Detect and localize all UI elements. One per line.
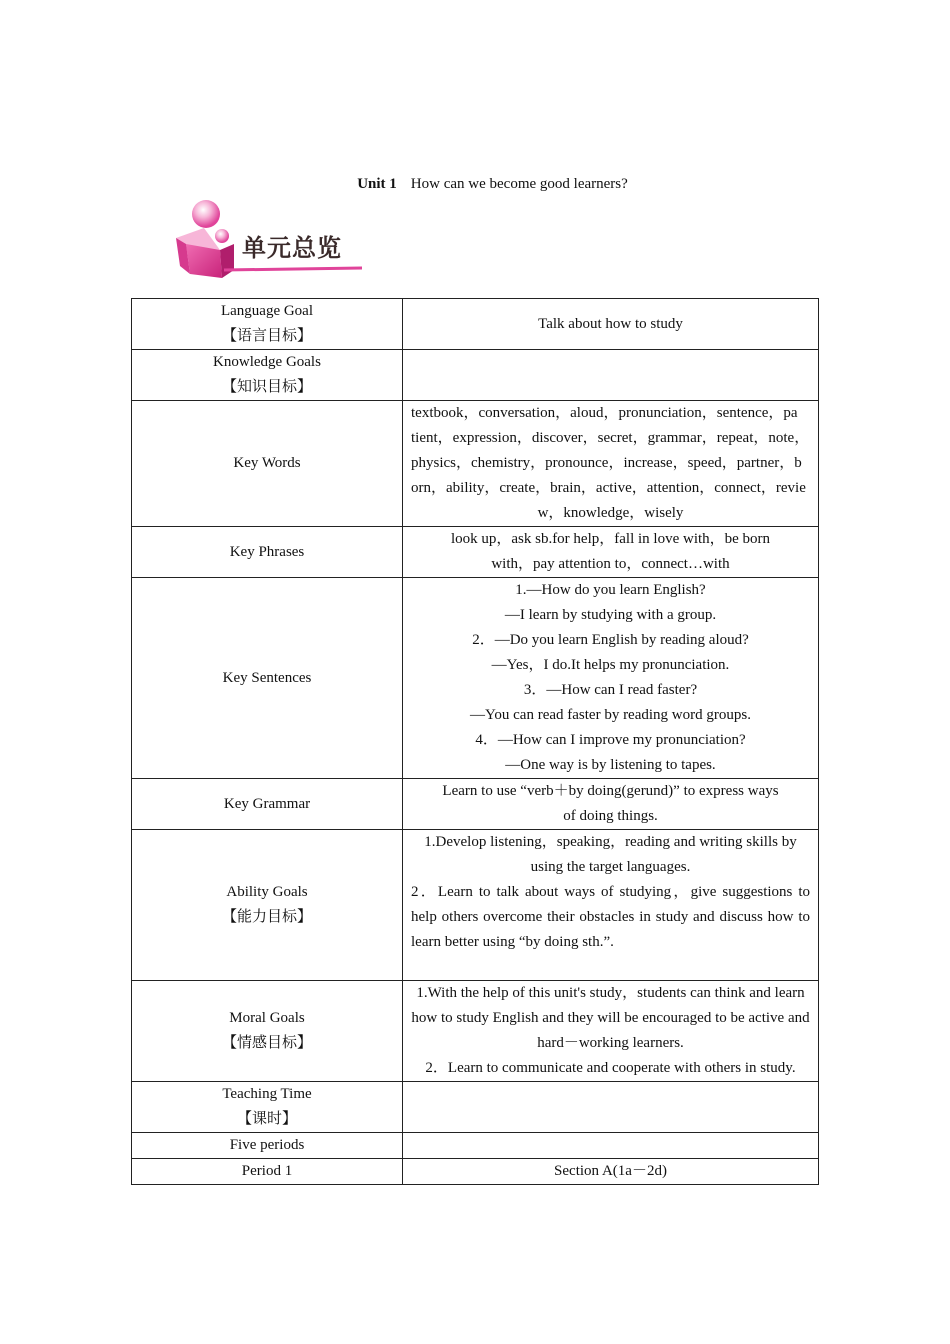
five-periods-value xyxy=(403,1133,819,1159)
label-cell xyxy=(132,350,403,401)
teaching-time-value xyxy=(403,1082,819,1133)
knowledge-goals-value xyxy=(403,350,819,401)
ability-goal-item: 2．Learn to talk about ways of studying，give suggestions to help others overcome their obstacles in study and discuss how to learn better using “by doing sth.”. xyxy=(411,884,810,950)
key-sentence-line: —One way is by listening to tapes. xyxy=(505,757,716,773)
period-1-value: Section A(1a－2d) xyxy=(403,1159,819,1185)
unit-title xyxy=(0,176,950,193)
key-grammar-line: of doing things. xyxy=(563,808,658,824)
key-grammar-value xyxy=(403,779,819,830)
table-row-moral-goals xyxy=(132,981,819,1082)
label-cell: Key Phrases xyxy=(132,527,403,578)
label-cn: 【课时】 xyxy=(236,1111,297,1127)
table-row-key-phrases xyxy=(132,527,819,578)
ability-goal-item: 1.Develop listening，speaking，reading and writing skills by using the target languages. xyxy=(424,834,797,875)
label-en: Ability Goals xyxy=(226,884,308,900)
table-row-knowledge-goals xyxy=(132,350,819,401)
table-row-key-grammar xyxy=(132,779,819,830)
key-phrases-line: look up，ask sb.for help，fall in love with，be born xyxy=(450,531,771,547)
banner-title: 单元总览 xyxy=(242,234,342,262)
key-words-line: tient，expression，discover，secret，grammar，repeat，note， xyxy=(411,430,810,446)
label-cell xyxy=(132,830,403,981)
unit-question: How can we become good learners? xyxy=(410,176,628,192)
label-cn: 【知识目标】 xyxy=(221,379,312,395)
table-row-ability-goals xyxy=(132,830,819,981)
unit-overview-table xyxy=(131,298,819,1185)
key-phrases-value xyxy=(403,527,819,578)
label-en: Teaching Time xyxy=(222,1086,312,1102)
key-phrases-line: with，pay attention to，connect…with xyxy=(491,556,730,572)
label-cn: 【情感目标】 xyxy=(221,1035,312,1051)
key-sentence-line: 1.—How do you learn English? xyxy=(515,582,706,598)
unit-number: Unit 1 xyxy=(357,176,397,192)
label-cell: Five periods xyxy=(132,1133,403,1159)
moral-goal-item: 1.With the help of this unit's study，students can think and learn how to study English and they will be encouraged to be active and hard－working learners. xyxy=(411,985,810,1051)
table-row-teaching-time xyxy=(132,1082,819,1133)
key-grammar-line: Learn to use “verb＋by doing(gerund)” to express ways xyxy=(442,783,779,799)
key-sentence-line: —You can read faster by reading word groups. xyxy=(470,707,751,723)
unit-overview-banner xyxy=(172,198,372,280)
label-cell xyxy=(132,981,403,1082)
table-row-key-words xyxy=(132,401,819,527)
table-row-language-goal xyxy=(132,299,819,350)
key-words-line: orn，ability，create，brain，active，attention，connect，revie xyxy=(411,480,806,496)
language-goal-value: Talk about how to study xyxy=(403,299,819,350)
label-cell xyxy=(132,1082,403,1133)
moral-goal-item: 2．Learn to communicate and cooperate with others in study. xyxy=(425,1060,796,1076)
table-row-key-sentences xyxy=(132,578,819,779)
key-words-value xyxy=(403,401,819,527)
moral-goals-value xyxy=(403,981,819,1082)
key-sentences-value xyxy=(403,578,819,779)
label-cell: Key Grammar xyxy=(132,779,403,830)
label-cn: 【能力目标】 xyxy=(221,909,312,925)
key-sentence-line: —Yes，I do.It helps my pronunciation. xyxy=(491,657,730,673)
label-en: Knowledge Goals xyxy=(213,354,321,370)
key-sentence-line: —I learn by studying with a group. xyxy=(504,607,717,623)
label-cn: 【语言目标】 xyxy=(221,328,312,344)
table-row-period-1 xyxy=(132,1159,819,1185)
key-sentence-line: 3．—How can I read faster? xyxy=(523,682,698,698)
key-sentence-line: 4．—How can I improve my pronunciation? xyxy=(475,732,746,748)
label-cell xyxy=(132,299,403,350)
key-words-line: physics，chemistry，pronounce，increase，speed，partner，b xyxy=(411,455,802,471)
label-en: Moral Goals xyxy=(229,1010,305,1026)
label-cell: Period 1 xyxy=(132,1159,403,1185)
table-row-five-periods xyxy=(132,1133,819,1159)
key-words-line: w，knowledge，wisely xyxy=(537,505,684,521)
ability-goals-value xyxy=(403,830,819,981)
label-en: Language Goal xyxy=(220,303,314,319)
key-words-line: textbook，conversation，aloud，pronunciation，sentence，pa xyxy=(411,405,798,421)
label-cell: Key Sentences xyxy=(132,578,403,779)
key-sentence-line: 2．—Do you learn English by reading aloud? xyxy=(472,632,749,648)
label-cell: Key Words xyxy=(132,401,403,527)
